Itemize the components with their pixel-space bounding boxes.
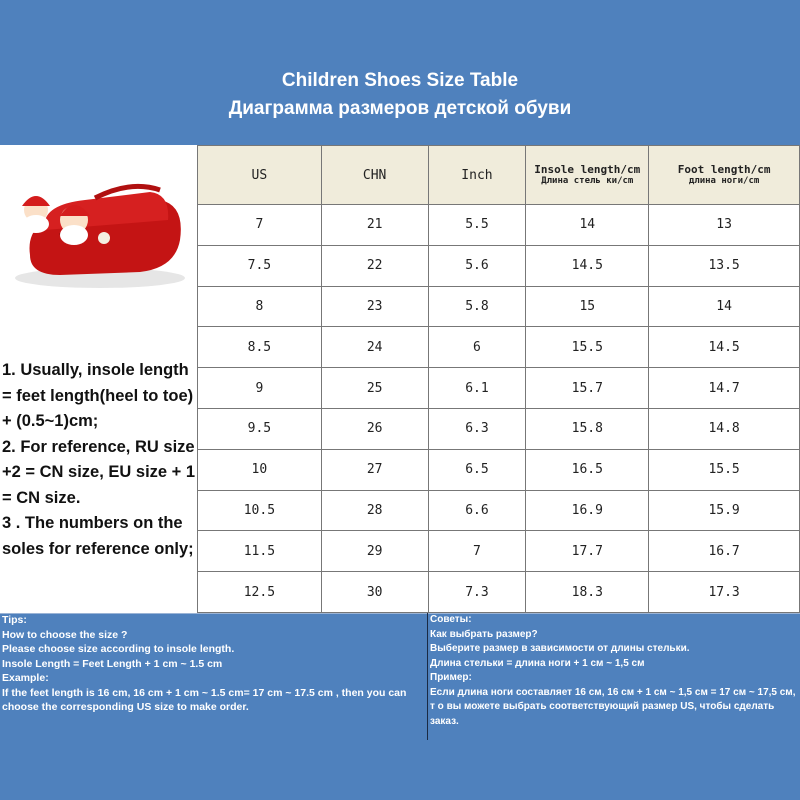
- table-row: [198, 368, 800, 409]
- tips-answer: Please choose size according to insole length.: [2, 643, 235, 655]
- table-row: [198, 245, 800, 286]
- table-body: [198, 205, 800, 613]
- header-foot-en: Foot length/cm: [677, 163, 771, 176]
- header-foot-ru: длина ноги/cm: [688, 176, 760, 186]
- cell-inch: 7.3: [428, 572, 526, 613]
- table-row: [198, 205, 800, 246]
- cell-us: 10.5: [198, 490, 322, 531]
- table-header-row: [198, 146, 800, 205]
- note-item: 1. Usually, insole length = feet length(heel to toe) + (0.5~1)cm;: [2, 361, 194, 430]
- header-us: US: [198, 146, 322, 205]
- cell-us: 7: [198, 205, 322, 246]
- note-item: 3 . The numbers on the soles for reference only;: [2, 514, 194, 558]
- cell-chn: 27: [321, 449, 428, 490]
- header-insole-en: Insole length/cm: [534, 163, 641, 176]
- note-item: 2. For reference, RU size +2 = CN size, EU size + 1 = CN size.: [2, 437, 196, 507]
- tips-example: If the feet length is 16 cm, 16 cm + 1 cm ~ 1.5 cm= 17 cm ~ 17.5 cm , then you can choose the corresponding US size to make order.: [2, 686, 407, 713]
- title-russian: Диаграмма размеров детской обуви: [228, 98, 572, 119]
- header-chn: CHN: [321, 146, 428, 205]
- tips-question: How to choose the size ?: [2, 628, 128, 641]
- table-row: [198, 449, 800, 490]
- cell-inch: 6.3: [428, 408, 526, 449]
- cell-insole: 15.8: [526, 408, 649, 449]
- cell-foot: 16.7: [649, 531, 800, 572]
- cell-chn: 22: [321, 245, 428, 286]
- cell-insole: 14: [526, 205, 649, 246]
- table-row: [198, 531, 800, 572]
- cell-chn: 21: [321, 205, 428, 246]
- cell-chn: 26: [321, 408, 428, 449]
- tips-formula: Insole Length = Feet Length + 1 cm ~ 1.5 cm: [2, 657, 223, 670]
- cell-insole: 15: [526, 286, 649, 327]
- cell-insole: 14.5: [526, 245, 649, 286]
- header-insole-ru: Длина стель ки/cm: [541, 176, 634, 186]
- tips-example: Если длина ноги составляет 16 см, 16 см + 1 см ~ 1,5 см = 17 см ~ 17,5 см, т о вы можете выбрать соответствующий размер US, чтобы сделать заказ.: [430, 686, 796, 727]
- cell-us: 9.5: [198, 408, 322, 449]
- tips-example-label: Example:: [2, 672, 49, 684]
- cell-inch: 6.1: [428, 368, 526, 409]
- table-row: [198, 408, 800, 449]
- cell-us: 12.5: [198, 572, 322, 613]
- tips-question: Как выбрать размер?: [430, 628, 538, 640]
- cell-us: 8: [198, 286, 322, 327]
- cell-insole: 15.5: [526, 327, 649, 368]
- cell-foot: 13.5: [649, 245, 800, 286]
- tips-english: [2, 613, 427, 715]
- cell-inch: 5.6: [428, 245, 526, 286]
- cell-us: 9: [198, 368, 322, 409]
- tips-column-divider: [427, 613, 428, 740]
- cell-foot: 15.9: [649, 490, 800, 531]
- tips-heading: Tips:: [2, 614, 27, 626]
- cell-insole: 17.7: [526, 531, 649, 572]
- tips-formula: Длина стельки = длина ноги + 1 см ~ 1,5 см: [430, 657, 645, 669]
- shoe-product-image: [0, 150, 196, 310]
- cell-inch: 6.6: [428, 490, 526, 531]
- header-insole: [526, 146, 649, 205]
- size-table: [197, 145, 800, 613]
- cell-foot: 14.8: [649, 408, 800, 449]
- header-foot: [649, 146, 800, 205]
- cell-foot: 14.5: [649, 327, 800, 368]
- cell-insole: 15.7: [526, 368, 649, 409]
- cell-inch: 5.5: [428, 205, 526, 246]
- cell-chn: 24: [321, 327, 428, 368]
- cell-insole: 16.9: [526, 490, 649, 531]
- tips-heading: Советы:: [430, 614, 472, 625]
- cell-inch: 5.8: [428, 286, 526, 327]
- cell-chn: 28: [321, 490, 428, 531]
- cell-us: 11.5: [198, 531, 322, 572]
- cell-chn: 29: [321, 531, 428, 572]
- cell-insole: 18.3: [526, 572, 649, 613]
- cell-us: 8.5: [198, 327, 322, 368]
- table-row: [198, 572, 800, 613]
- table-row: [198, 490, 800, 531]
- cell-us: 7.5: [198, 245, 322, 286]
- cell-foot: 13: [649, 205, 800, 246]
- cell-us: 10: [198, 449, 322, 490]
- tips-example-label: Пример:: [430, 672, 472, 683]
- tips-answer: Выберите размер в зависимости от длины стельки.: [430, 643, 690, 654]
- cell-foot: 14.7: [649, 368, 800, 409]
- cell-foot: 17.3: [649, 572, 800, 613]
- header-inch: Inch: [428, 146, 526, 205]
- table-row: [198, 327, 800, 368]
- cell-foot: 14: [649, 286, 800, 327]
- cell-insole: 16.5: [526, 449, 649, 490]
- title-english: Children Shoes Size Table: [281, 70, 519, 91]
- header-banner: [0, 0, 800, 145]
- table-row: [198, 286, 800, 327]
- cell-chn: 25: [321, 368, 428, 409]
- cell-inch: 7: [428, 531, 526, 572]
- cell-foot: 15.5: [649, 449, 800, 490]
- cell-inch: 6.5: [428, 449, 526, 490]
- tips-russian: [430, 613, 800, 729]
- size-notes: [2, 358, 198, 562]
- cell-inch: 6: [428, 327, 526, 368]
- cell-chn: 23: [321, 286, 428, 327]
- cell-chn: 30: [321, 572, 428, 613]
